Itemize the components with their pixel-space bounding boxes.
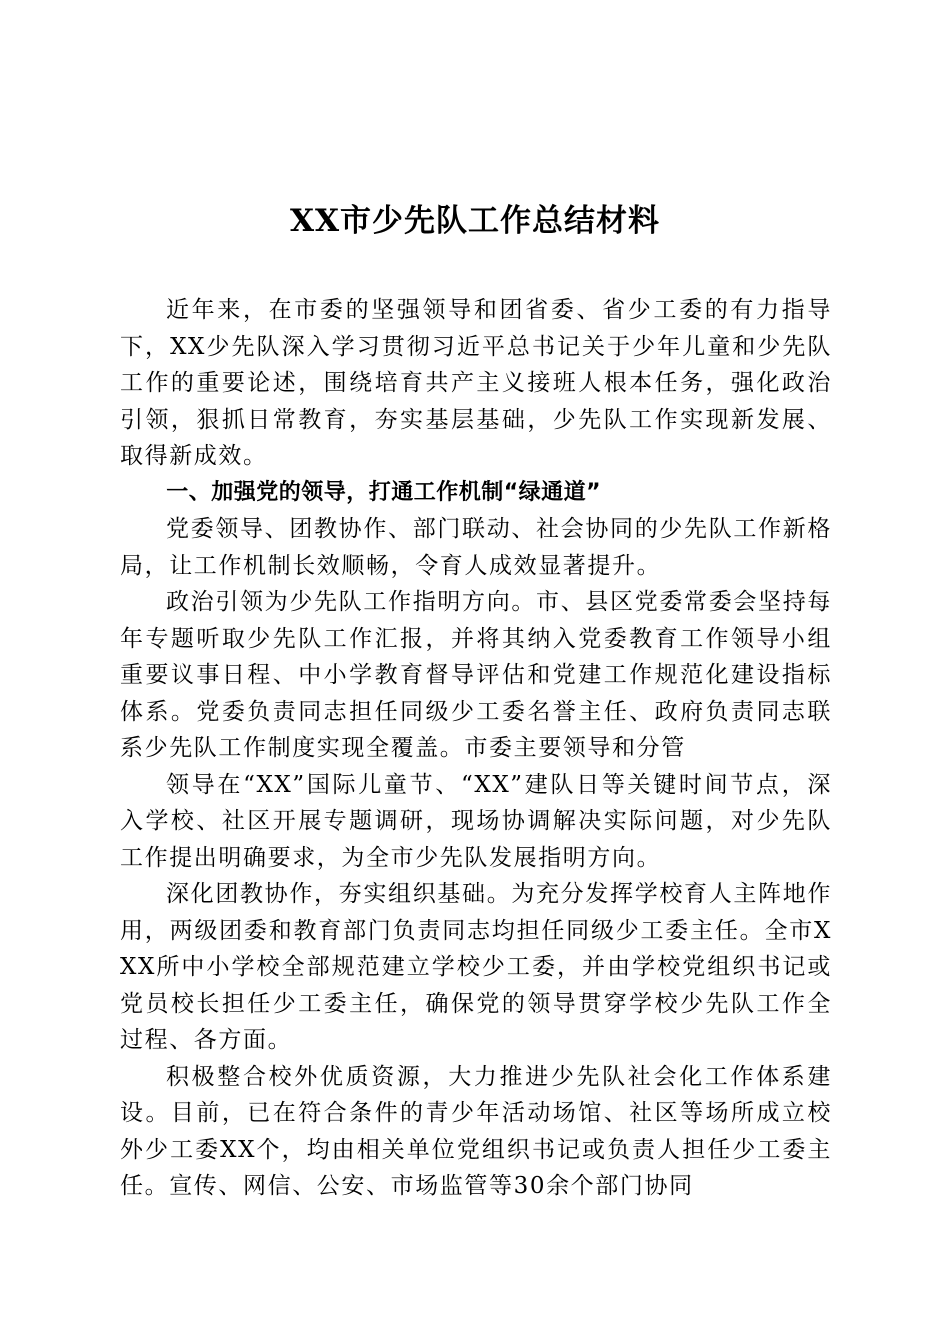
paragraph-1: 党委领导、团教协作、部门联动、社会协同的少先队工作新格局，让工作机制长效顺畅，令育人成效显著提升。: [120, 516, 832, 579]
paragraph-3: 领导在“XX”国际儿童节、“XX”建队日等关键时间节点，深入学校、社区开展专题调研，现场协调解决实际问题，对少先队工作提出明确要求，为全市少先队发展指明方向。: [120, 771, 832, 871]
paragraph-2: 政治引领为少先队工作指明方向。市、县区党委常委会坚持每年专题听取少先队工作汇报，并将其纳入党委教育工作领导小组重要议事日程、中小学教育督导评估和党建工作规范化建设指标体系。党委负责同志担任同级少工委名誉主任、政府负责同志联系少先队工作制度实现全覆盖。市委主要领导和分管: [120, 589, 832, 761]
section-heading-1: 一、加强党的领导，打通工作机制“绿通道”: [166, 479, 602, 505]
paragraph-5: 积极整合校外优质资源，大力推进少先队社会化工作体系建设。目前，已在符合条件的青少年活动场馆、社区等场所成立校外少工委XX个，均由相关单位党组织书记或负责人担任少工委主任。宣传、网信、公安、市场监管等30余个部门协同: [120, 1063, 832, 1199]
document-title: XX市少先队工作总结材料: [289, 203, 661, 239]
paragraph-4: 深化团教协作，夯实组织基础。为充分发挥学校育人主阵地作用，两级团委和教育部门负责同志均担任同级少工委主任。全市XXX所中小学校全部规范建立学校少工委，并由学校党组织书记或党员校长担任少工委主任，确保党的领导贯穿学校少先队工作全过程、各方面。: [120, 881, 832, 1053]
paragraph-intro: 近年来，在市委的坚强领导和团省委、省少工委的有力指导下，XX少先队深入学习贯彻习近平总书记关于少年儿童和少先队工作的重要论述，围绕培育共产主义接班人根本任务，强化政治引领，狠抓日常教育，夯实基层基础，少先队工作实现新发展、取得新成效。: [120, 297, 832, 469]
document-body: [120, 292, 832, 1205]
